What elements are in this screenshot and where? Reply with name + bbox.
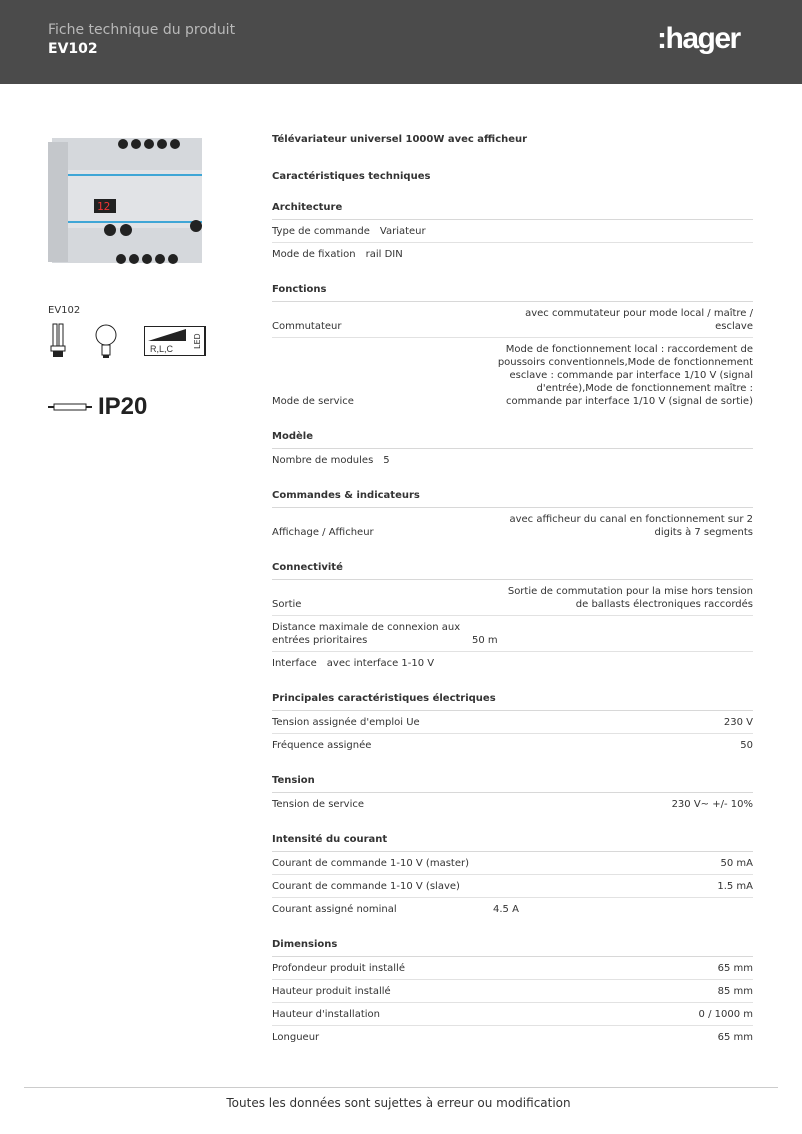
spec-row (272, 957, 753, 980)
spec-value: avec afficheur du canal en fonctionnement sur 2 digits à 7 segments (509, 514, 753, 538)
spec-label: Mode de service (272, 396, 354, 407)
spec-label: Interface (272, 658, 317, 669)
spec-value: Sortie de commutation pour la mise hors tension de ballasts électroniques raccordés (507, 586, 753, 610)
section-rows (272, 220, 753, 265)
specs-heading: Caractéristiques techniques (272, 171, 431, 182)
spec-row (272, 449, 753, 471)
spec-value: 4.5 A (493, 904, 519, 915)
dimmer-rlc-led-icon (144, 326, 206, 356)
spec-row (272, 302, 753, 338)
spec-label: Tension de service (272, 799, 365, 810)
spec-label: Commutateur (272, 321, 342, 332)
spec-row (272, 616, 753, 652)
spec-label: Profondeur produit installé (272, 963, 405, 974)
product-title: Télévariateur universel 1000W avec afficheur (272, 134, 528, 145)
spec-value: rail DIN (365, 249, 403, 260)
spec-value: 230 V (723, 717, 753, 728)
section-rows (272, 508, 753, 543)
section-heading: Commandes & indicateurs (272, 489, 753, 508)
spec-label: Nombre de modules (272, 455, 374, 466)
spec-row (272, 852, 753, 875)
section-rows (272, 302, 753, 412)
spec-value: 230 V~ +/- 10% (671, 799, 753, 810)
spec-row (272, 243, 753, 265)
spec-label: Courant de commande 1-10 V (slave) (272, 881, 460, 892)
footer-disclaimer: Toutes les données sont sujettes à erreur ou modification (226, 1096, 571, 1110)
spec-label: Longueur (272, 1032, 320, 1043)
product-code: EV102 (48, 41, 98, 57)
spec-value: avec interface 1-10 V (326, 658, 435, 669)
spec-row (272, 338, 753, 412)
section-rows (272, 580, 753, 674)
section-heading: Architecture (272, 201, 753, 220)
display-digits: 12 (97, 200, 111, 213)
section-heading: Modèle (272, 430, 753, 449)
spec-value: Mode de fonctionnement local : raccordement de poussoirs conventionnels,Mode de fonctionnement esclave : commande par interface 1/10 V (signal d'entrée),Mode de fonctionnement maître : commande par interface 1/10 V (signal de sortie) (497, 344, 753, 407)
spec-value: 50 mA (720, 858, 753, 869)
led-label: LED (193, 327, 205, 355)
product-label: EV102 (48, 305, 81, 316)
spec-label: Type de commande (272, 226, 370, 237)
spec-label: Courant assigné nominal (272, 904, 397, 915)
spec-content (272, 133, 753, 1048)
section-heading: Dimensions (272, 938, 753, 957)
spec-value: 1.5 mA (717, 881, 753, 892)
spec-label: Distance maximale de connexion aux entrées prioritaires (272, 622, 461, 646)
spec-label: Courant de commande 1-10 V (master) (272, 858, 469, 869)
incandescent-bulb-icon (94, 323, 118, 359)
hager-logo: :hager (657, 22, 740, 55)
spec-value: 65 mm (717, 1032, 753, 1043)
footer-divider (24, 1087, 778, 1088)
spec-row (272, 980, 753, 1003)
spec-row (272, 1026, 753, 1048)
spec-row (272, 793, 753, 815)
spec-row (272, 734, 753, 756)
header-bar (0, 0, 802, 84)
section-rows (272, 449, 753, 471)
spec-label: Tension assignée d'emploi Ue (272, 717, 420, 728)
rlc-label: R,L,C (150, 344, 174, 354)
spec-value: 50 m (472, 635, 498, 646)
spec-label: Affichage / Afficheur (272, 527, 374, 538)
product-visuals (48, 130, 248, 421)
spec-row (272, 1003, 753, 1026)
spec-label: Mode de fixation (272, 249, 356, 260)
spec-value: 0 / 1000 m (698, 1009, 753, 1020)
doc-subtitle: Fiche technique du produit (48, 22, 236, 38)
halogen-tube-icon (48, 403, 92, 411)
section-heading: Intensité du courant (272, 833, 753, 852)
spec-value: 5 (383, 455, 390, 466)
section-heading: Tension (272, 774, 753, 793)
spec-row (272, 580, 753, 616)
spec-row (272, 898, 753, 920)
spec-row (272, 220, 753, 243)
section-rows (272, 957, 753, 1048)
spec-value: 85 mm (717, 986, 753, 997)
spec-value: 50 (740, 740, 753, 751)
spec-row (272, 652, 753, 674)
spec-row (272, 875, 753, 898)
spec-value: avec commutateur pour mode local / maître / esclave (525, 308, 753, 332)
section-heading: Connectivité (272, 561, 753, 580)
section-rows (272, 711, 753, 756)
spec-label: Sortie (272, 599, 302, 610)
fluorescent-lamp-icon (48, 323, 68, 359)
spec-label: Hauteur d'installation (272, 1009, 380, 1020)
spec-label: Hauteur produit installé (272, 986, 391, 997)
product-image (48, 130, 208, 270)
spec-label: Fréquence assignée (272, 740, 372, 751)
spec-row (272, 508, 753, 543)
spec-value: Variateur (379, 226, 426, 237)
ip-rating: IP20 (98, 393, 148, 420)
section-heading: Principales caractéristiques électriques (272, 692, 753, 711)
section-rows (272, 852, 753, 920)
spec-value: 65 mm (717, 963, 753, 974)
section-rows (272, 793, 753, 815)
section-heading: Fonctions (272, 283, 753, 302)
spec-row (272, 711, 753, 734)
